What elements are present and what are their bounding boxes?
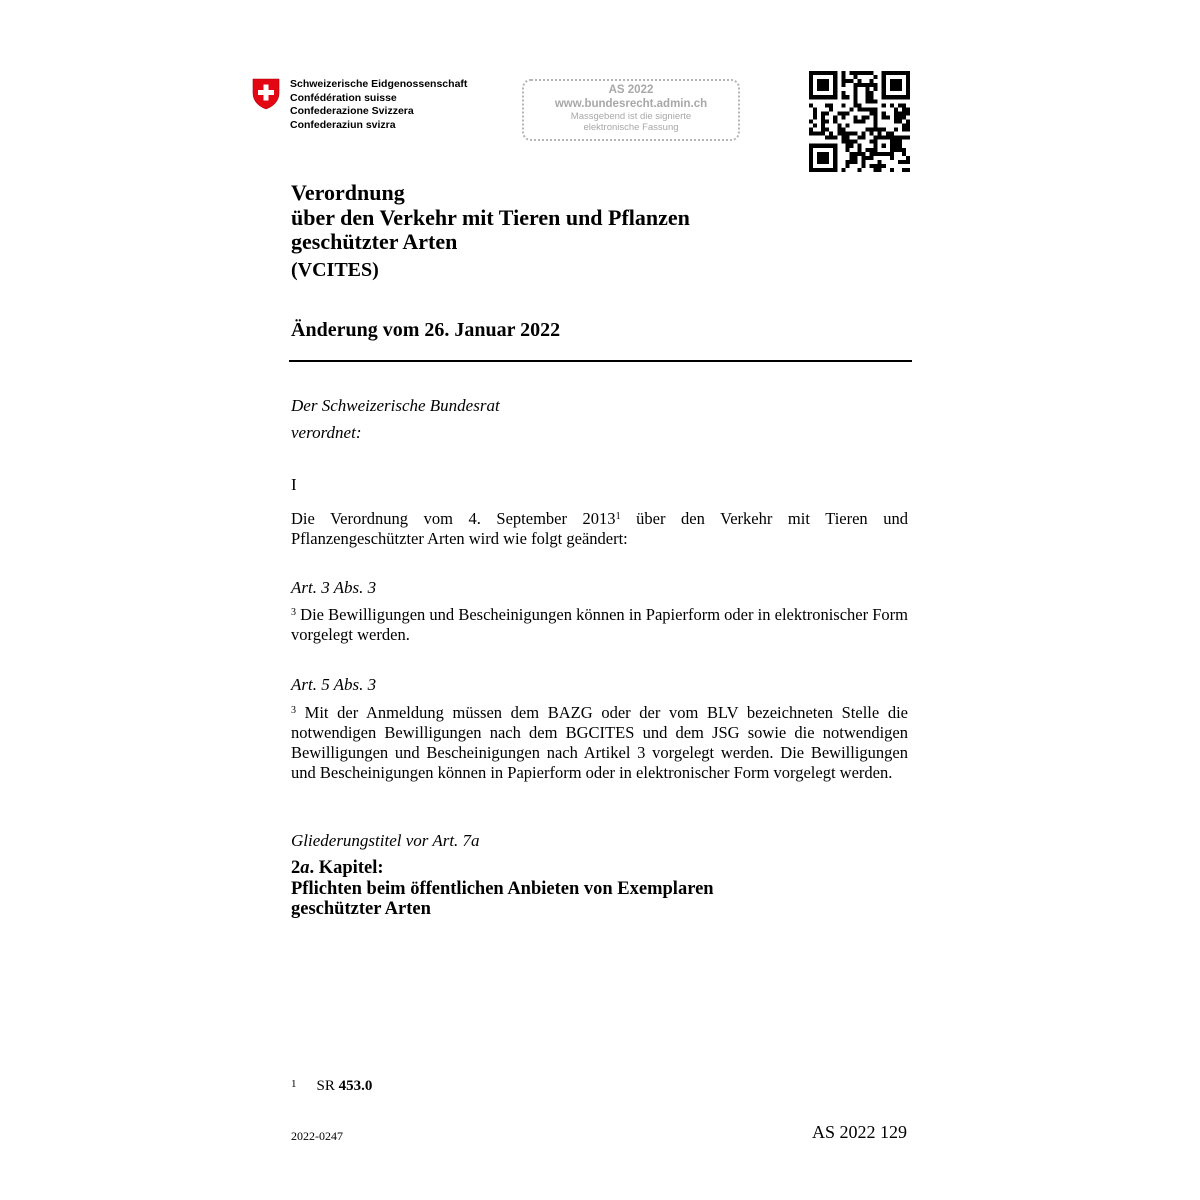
confederation-rm: Confederaziun svizra bbox=[290, 118, 396, 131]
footnote bbox=[291, 1078, 372, 1095]
preamble bbox=[291, 392, 500, 446]
footnote-prefix: SR bbox=[316, 1078, 339, 1094]
art3-heading: Art. 3 Abs. 3 bbox=[291, 578, 377, 597]
amendment-date: Änderung vom 26. Januar 2022 bbox=[291, 319, 561, 341]
art3-text: Die Bewilligungen und Bescheinigungen können in Papierform oder in elektronischer Form vorgelegt werden. bbox=[291, 605, 908, 644]
footnote-number: 1 bbox=[291, 1078, 297, 1090]
intro-paragraph bbox=[291, 509, 908, 549]
intro-text-before: Die Verordnung vom 4. September 2013 bbox=[291, 509, 616, 528]
art5-text: Mit der Anmeldung müssen dem BAZG oder der vom BLV bezeichneten Stelle die notwendigen Bewilligungen nach dem BGCITES und dem JSG sowie die notwendigen Bewilligungen und Bescheinigungen nach Artikel 3 vorgelegt werden. Die Bewilligungen und Bescheinigungen können in Papierform oder in elektronischer Form vorgelegt werden. bbox=[291, 703, 908, 782]
decree-abbreviation: (VCITES) bbox=[291, 259, 379, 281]
chapter-letter: a bbox=[300, 858, 310, 878]
chapter-number: 2 bbox=[291, 858, 301, 878]
confederation-de: Schweizerische Eidgenossenschaft bbox=[290, 78, 468, 90]
title-line-2: über den Verkehr mit Tieren und Pflanzen bbox=[291, 204, 690, 230]
confederation-names bbox=[290, 78, 467, 132]
chapter-line-1 bbox=[291, 858, 714, 879]
title-divider bbox=[289, 360, 912, 362]
paragraph-number: 3 bbox=[291, 607, 296, 618]
art3-paragraph bbox=[291, 605, 908, 645]
decree-title bbox=[291, 181, 690, 255]
qr-code-icon bbox=[809, 71, 910, 172]
as-reference: AS 2022 129 bbox=[812, 1122, 908, 1142]
chapter-label: . Kapitel: bbox=[309, 858, 384, 878]
art5-heading: Art. 5 Abs. 3 bbox=[291, 675, 377, 694]
structure-title-heading: Gliederungstitel vor Art. 7a bbox=[291, 831, 480, 850]
stamp-url[interactable]: www.bundesrecht.admin.ch bbox=[554, 98, 708, 110]
stamp-note-2: elektronische Fassung bbox=[583, 122, 679, 133]
chapter-title bbox=[291, 858, 714, 920]
confederation-it: Confederazione Svizzera bbox=[290, 105, 414, 117]
confederation-fr: Confédération suisse bbox=[290, 91, 397, 104]
stamp-as-year: AS 2022 bbox=[608, 84, 654, 96]
art5-paragraph bbox=[291, 703, 908, 783]
preamble-verb: verordnet: bbox=[291, 423, 362, 442]
title-line-3: geschützter Arten bbox=[291, 229, 458, 254]
chapter-line-2: Pflichten beim öffentlichen Anbieten von Exemplaren bbox=[291, 878, 714, 899]
section-number: I bbox=[291, 475, 297, 494]
publication-stamp bbox=[522, 79, 740, 141]
stamp-note-1: Massgebend ist die signierte bbox=[570, 111, 692, 122]
chapter-line-3: geschützter Arten bbox=[291, 899, 431, 919]
preamble-issuer: Der Schweizerische Bundesrat bbox=[291, 396, 500, 415]
document-id: 2022-0247 bbox=[291, 1129, 343, 1143]
swiss-coat-of-arms-logo bbox=[252, 78, 280, 110]
footnote-marker[interactable]: 1 bbox=[615, 511, 621, 522]
title-line-1: Verordnung bbox=[291, 180, 405, 205]
intro-text-after: über den Verkehr mit Tieren und Pflanzengeschützter Arten wird wie folgt geändert: bbox=[291, 509, 908, 548]
paragraph-number: 3 bbox=[291, 705, 296, 716]
footnote-sr-number[interactable]: 453.0 bbox=[338, 1078, 373, 1094]
